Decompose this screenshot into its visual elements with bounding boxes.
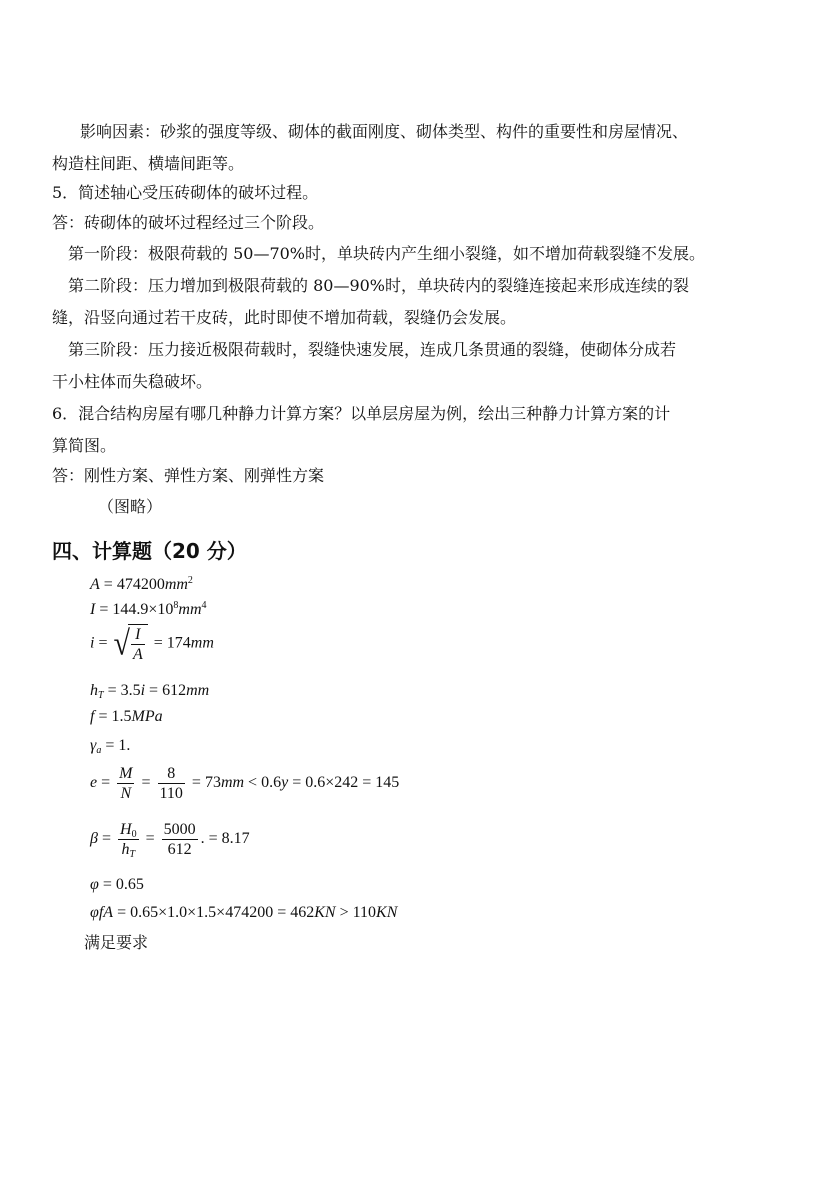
answer-5: 答：砖砌体的破坏过程经过三个阶段。 <box>52 213 325 232</box>
formula-area: $A = 474200mm^2$ <box>90 575 193 593</box>
answer-6: 答：刚性方案、弹性方案、刚弹性方案 <box>52 466 325 485</box>
answer-6-note: （图略） <box>98 497 163 516</box>
section-heading-calculation: 四、计算题（20 分） <box>52 539 247 563</box>
formula-gamma: $\gamma_a = 1$. <box>90 737 131 756</box>
question-6-line-1: 6．混合结构房屋有哪几种静力计算方案？以单层房屋为例，绘出三种静力计算方案的计 <box>52 404 671 423</box>
conclusion: 满足要求 <box>84 933 149 952</box>
stage-3-line-1: 第三阶段：压力接近极限荷载时，裂缝快速发展，连成几条贯通的裂缝，使砌体分成若 <box>68 340 677 359</box>
question-6-line-2: 算简图。 <box>52 436 117 455</box>
formula-phi: φ = 0.65 <box>90 876 144 893</box>
formula-eccentricity: e = $\frac{M}{N}$ = $\frac{8}{110}$ = 73mm < 0.6y = 0.6×242 = 145 <box>90 765 400 802</box>
sqrt-symbol: √ $\frac{I}{A}$ <box>113 624 147 664</box>
stage-2-line-1: 第二阶段：压力增加到极限荷载的 80—90%时，单块砖内的裂缝连接起来形成连续的裂 <box>68 276 690 295</box>
influence-factors-line-2: 构造柱间距、横墙间距等。 <box>52 154 245 173</box>
formula-radius-of-gyration: i = √ $\frac{I}{A}$ = 174mm <box>90 624 214 663</box>
formula-f: f = 1.5MPa <box>90 708 163 725</box>
formula-capacity: φfA = 0.65×1.0×1.5×474200 = 462KN > 110KN <box>90 904 398 921</box>
question-5: 5．简述轴心受压砖砌体的破坏过程。 <box>52 183 319 202</box>
formula-hT: $h_T = 3.5i = 612mm$ <box>90 682 210 701</box>
stage-3-line-2: 干小柱体而失稳破坏。 <box>52 372 213 391</box>
formula-beta: β = $\frac{H_0}{h_T}$ = $\frac{5000}{612}$ . = 8.17 <box>90 821 250 860</box>
formula-inertia: $I = 144.9\times 10^8mm^4$ <box>90 600 207 618</box>
influence-factors-line-1: 影响因素：砂浆的强度等级、砌体的截面刚度、砌体类型、构件的重要性和房屋情况、 <box>80 122 689 141</box>
stage-1: 第一阶段：极限荷载的 50—70%时，单块砖内产生细小裂缝，如不增加荷载裂缝不发展。 <box>68 244 706 263</box>
stage-2-line-2: 缝，沿竖向通过若干皮砖，此时即使不增加荷载，裂缝仍会发展。 <box>52 308 517 327</box>
